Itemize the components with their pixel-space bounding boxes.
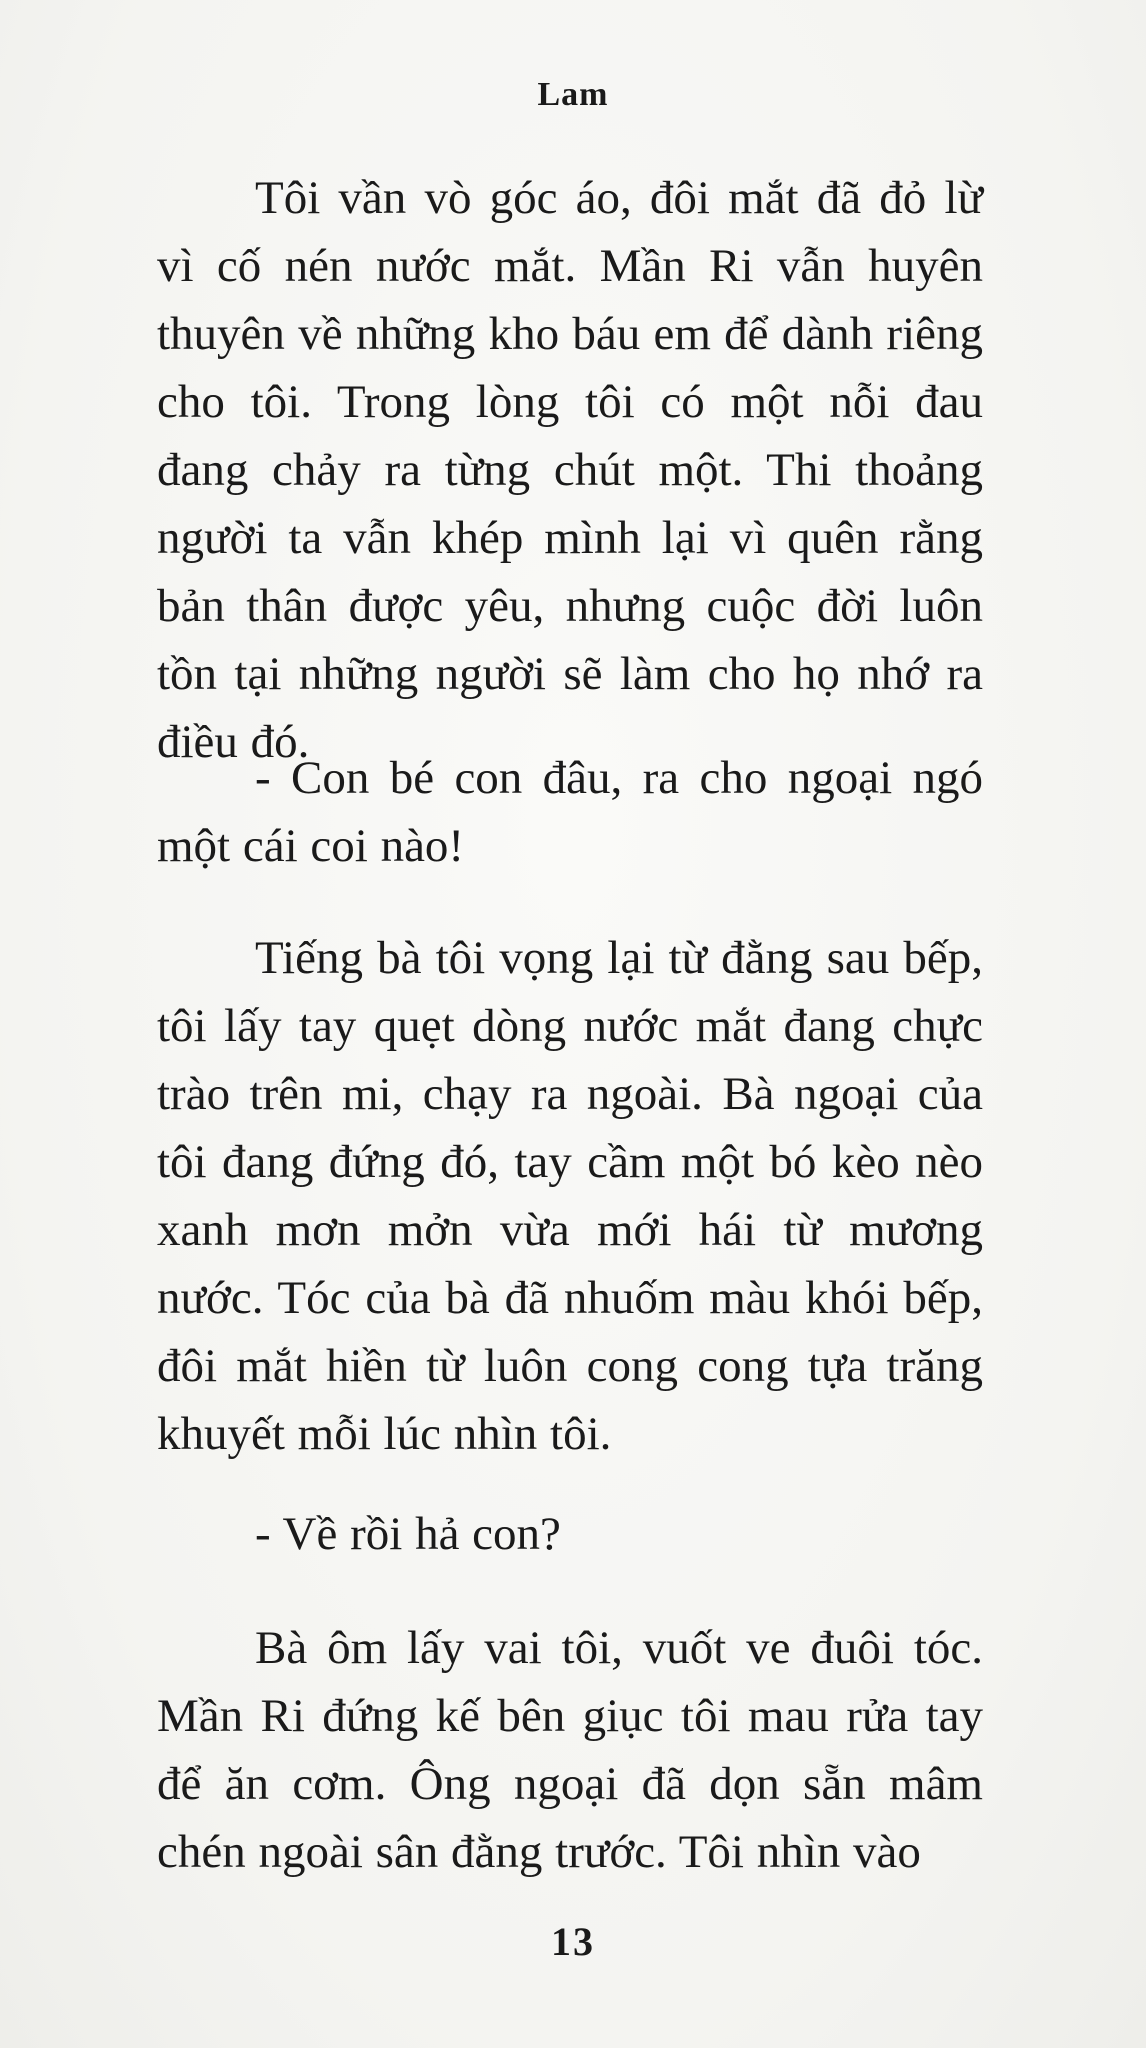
paragraph-2: - Con bé con đâu, ra cho ngoại ngó một cái coi nào!	[157, 752, 983, 872]
page-number: 13	[551, 1919, 595, 1964]
paragraph-3: Tiếng bà tôi vọng lại từ đằng sau bếp, tôi lấy tay quẹt dòng nước mắt đang chực trào trên mi, chạy ra ngoài. Bà ngoại của tôi đang đứng đó, tay cầm một bó kèo nèo xanh mơn mởn vừa mới hái từ mương nước. Tóc của bà đã nhuốm màu khói bếp, đôi mắt hiền từ luôn cong cong tựa trăng khuyết mỗi lúc nhìn tôi.	[157, 932, 983, 1460]
paragraph-4: - Về rồi hả con?	[255, 1508, 561, 1560]
paragraph-1: Tôi vần vò góc áo, đôi mắt đã đỏ lừ vì cố nén nước mắt. Mần Ri vẫn huyên thuyên về những kho báu em để dành riêng cho tôi. Trong lòng tôi có một nỗi đau đang chảy ra từng chút một. Thi thoảng người ta vẫn khép mình lại vì quên rằng bản thân được yêu, nhưng cuộc đời luôn tồn tại những người sẽ làm cho họ nhớ ra điều đó.	[157, 172, 983, 768]
paragraph-5: Bà ôm lấy vai tôi, vuốt ve đuôi tóc. Mần Ri đứng kế bên giục tôi mau rửa tay để ăn cơm. Ông ngoại đã dọn sẵn mâm chén ngoài sân đằng trước. Tôi nhìn vào	[157, 1622, 983, 1878]
running-header: Lam	[537, 76, 609, 113]
